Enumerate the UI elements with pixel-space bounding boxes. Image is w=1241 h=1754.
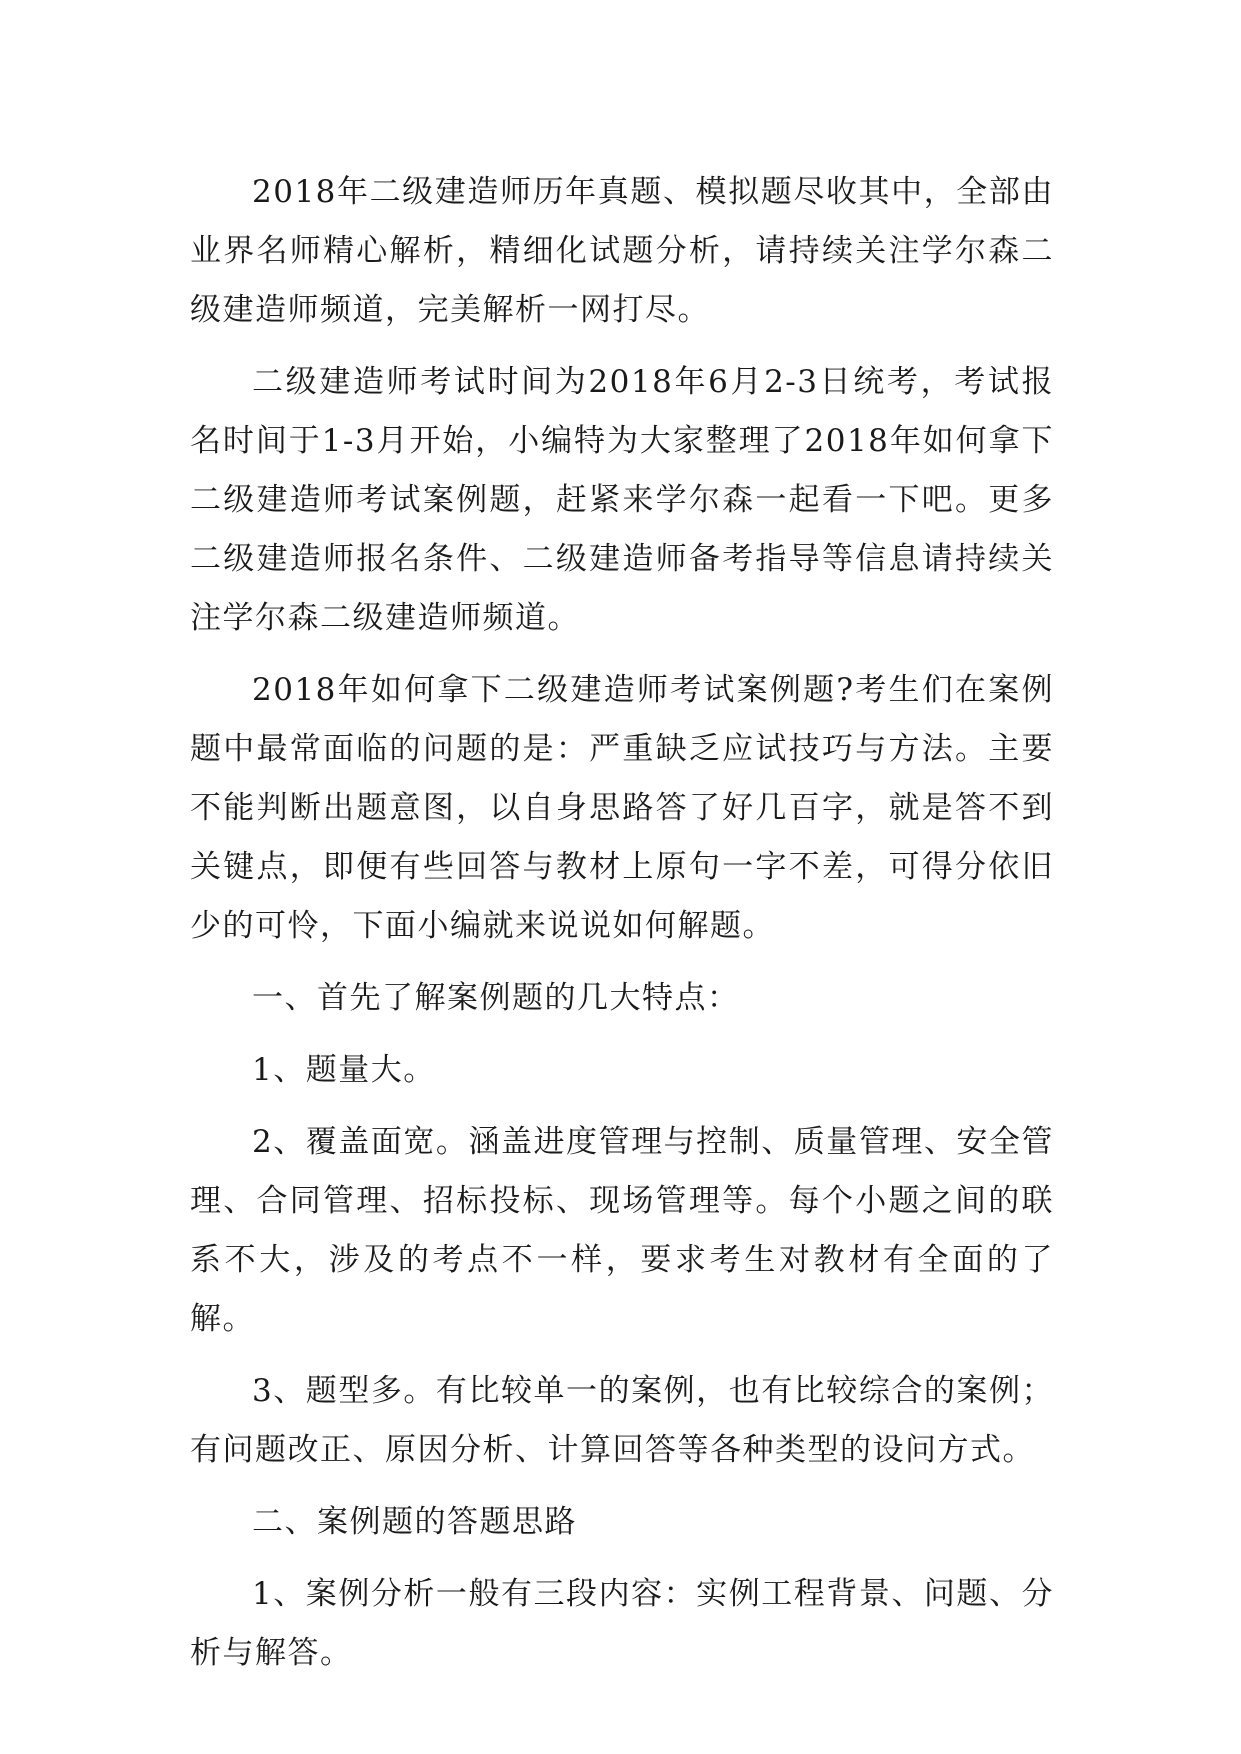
paragraph-exam-schedule: 二级建造师考试时间为2018年6月2-3日统考，考试报名时间于1-3月开始，小编特为大家整理了2018年如何拿下二级建造师考试案例题，赶紧来学尔森一起看一下吧。更多二级建造师报名条件、二级建造师备考指导等信息请持续关注学尔森二级建造师频道。: [190, 364, 1054, 636]
paragraph-case-problem: 2018年如何拿下二级建造师考试案例题?考生们在案例题中最常面临的问题的是：严重缺乏应试技巧与方法。主要不能判断出题意图，以自身思路答了好几百字，就是答不到关键点，即便有些回答与教材上原句一字不差，可得分依旧少的可怜，下面小编就来说说如何解题。: [190, 672, 1054, 944]
document-body: [190, 163, 1054, 1696]
paragraph-intro: 2018年二级建造师历年真题、模拟题尽收其中，全部由业界名师精心解析，精细化试题分析，请持续关注学尔森二级建造师频道，完美解析一网打尽。: [190, 174, 1054, 328]
heading-section-1: 一、首先了解案例题的几大特点：: [252, 980, 740, 1016]
list-item-2: 2、覆盖面宽。涵盖进度管理与控制、质量管理、安全管理、合同管理、招标投标、现场管理等。每个小题之间的联系不大，涉及的考点不一样，要求考生对教材有全面的了解。: [190, 1124, 1054, 1337]
list-item-1: 1、题量大。: [252, 1052, 436, 1088]
heading-section-2: 二、案例题的答题思路: [252, 1504, 577, 1540]
list-item-section-2-1: 1、案例分析一般有三段内容：实例工程背景、问题、分析与解答。: [190, 1576, 1054, 1671]
list-item-3: 3、题型多。有比较单一的案例，也有比较综合的案例；有问题改正、原因分析、计算回答等各种类型的设问方式。: [190, 1373, 1054, 1468]
